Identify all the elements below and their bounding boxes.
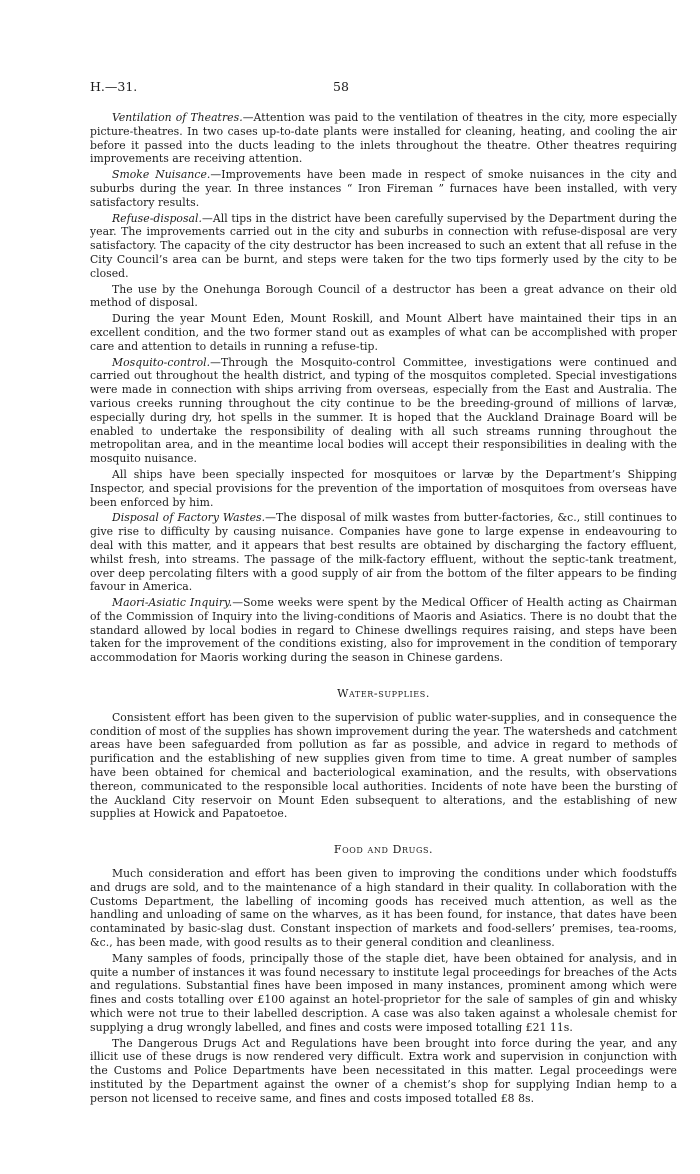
paragraph-text: During the year Mount Eden, Mount Roskill, and Mount Albert have maintained their tips in an excellent condition, and the two former stand out as examples of what can be accomplished with proper care and attention to details in running a refuse-tip. <box>90 312 677 353</box>
paragraph-maori-asiatic-inquiry <box>90 596 677 665</box>
paragraph-lead: Smoke Nuisance. <box>112 168 211 182</box>
document-reference: H.—31. <box>90 79 138 94</box>
paragraph-text: Many samples of foods, principally those of the staple diet, have been obtained for analysis, and in quite a number of instances it was found necessary to institute legal proceedings for breaches of the Acts and regulations. Substantial fines have been imposed in many instances, prominent among which were fines and costs totalling over £100 against an hotel-proprietor for the sale of samples of gin and whisky which were not true to their labelled description. A case was also taken against a wholesale chemist for supplying a drug wrongly labelled, and fines and costs were imposed totalling £21 11s. <box>90 951 677 1034</box>
paragraph-lead: Disposal of Factory Wastes. <box>112 511 266 525</box>
paragraph-food-samples <box>90 952 677 1035</box>
paragraph-lead: Mosquito-control. <box>112 355 211 369</box>
paragraph-refuse-tips <box>90 312 677 353</box>
paragraph-text: The use by the Onehunga Borough Council of a destructor has been a great advance on their old method of disposal. <box>90 282 677 310</box>
paragraph-text: Much consideration and effort has been given to improving the conditions under which foodstuffs and drugs are sold, and to the maintenance of a high standard in their quality. In collaboration with the Customs Department, the labelling of incoming goods has received much attention, as well as the handling and unloading of same on the wharves, as it has been found, for instance, that dates have been contaminated by basic-slag dust. Constant inspection of markets and food-sellers’ premises, tea-rooms, &c., has been made, with good results as to their general condition and cleanliness. <box>90 867 677 950</box>
paragraph-text: All ships have been specially inspected for mosquitoes or larvæ by the Department’s Shipping Inspector, and special provisions for the prevention of the importation of mosquitoes from overseas have been enforced by him. <box>90 467 677 509</box>
paragraph-text: —Improvements have been made in respect of smoke nuisances in the city and suburbs during the year. In three instances “ Iron Fireman ” furnaces have been installed, with very satisfactory results. <box>90 168 678 209</box>
paragraph-refuse-disposal <box>90 212 677 281</box>
paragraph-lead: Refuse-disposal. <box>112 211 203 225</box>
paragraph-text: —All tips in the district have been carefully supervised by the Department during the year. The improvements carried out in the city and suburbs in connection with refuse-disposal are very satisfactory. The capacity of the city destructor has been increased to such an extent that all refuse in the City Council’s area can be burnt, and steps were taken for the two tips formerly used by the city to be closed. <box>90 211 677 280</box>
paragraph-lead: Ventilation of Theatres. <box>112 111 243 124</box>
paragraph-text: —The disposal of milk wastes from butter-factories, &c., still continues to give rise to difficulty by causing nuisance. Companies have gone to large expense in endeavouring to deal with this matter, and it appears that best results are obtained by discharging the factory effluent, whilst fresh, into streams. The passage of the milk-factory effluent, without the septic-tank treatment, over deep percolating filters with a good supply of air from the bottom of the filter appears to be finding favour in America. <box>90 511 677 594</box>
document-body <box>90 111 677 1108</box>
paragraph-text: —Through the Mosquito-control Committee, investigations were continued and carried out throughout the health district, and typing of the mosquitos completed. Special investigations were made in connection with ships arriving from overseas, especially from the East and Australia. The various creeks running throughout the city continue to be the breeding-ground of millions of larvæ, especially during dry, hot spells in the summer. It is hoped that the Auckland Drainage Board will be enabled to undertake the responsibility of dealing with all such streams running throughout the metropolitan area, and in the meantime local bodies will accept their responsibilities in dealing with the mosquito nuisance. <box>90 355 677 466</box>
paragraph-text: —Some weeks were spent by the Medical Officer of Health acting as Chairman of the Commission of Inquiry into the living-conditions of Maoris and Asiatics. There is no doubt that the standard allowed by local bodies in regard to Chinese dwellings requires raising, and steps have been taken for the improvement of the conditions existing, also for improvement in the condition of temporary accommodation for Maoris working during the season in Chinese gardens. <box>90 596 677 665</box>
paragraph-ship-inspection <box>90 468 677 509</box>
paragraph-onehunga-destructor <box>90 283 677 311</box>
section-food-and-drugs <box>90 867 677 1106</box>
paragraph-text: Consistent effort has been given to the supervision of public water-supplies, and in consequence the condition of most of the supplies has shown improvement during the year. The watersheds and catchment areas have been safeguarded from pollution as far as possible, and advice in regard to methods of purification and the establishing of new supplies given from time to time. A great number of samples have been obtained for chemical and bacteriological examination, and the results, with observations thereon, communicated to the responsible local authorities. Incidents of note have been the bursting of the Auckland City reservoir on Mount Eden subsequent to alterations, and the establishing of new supplies at Howick and Papatoetoe. <box>90 710 677 821</box>
paragraph-factory-wastes <box>90 511 677 594</box>
paragraph-smoke-nuisance <box>90 168 677 209</box>
paragraph-dangerous-drugs <box>90 1037 677 1106</box>
page-header <box>90 79 610 95</box>
paragraph-food-conditions <box>90 867 677 950</box>
section-water-supplies <box>90 711 677 821</box>
paragraph-text: The Dangerous Drugs Act and Regulations have been brought into force during the year, and any illicit use of these drugs is now rendered very difficult. Extra work and supervision in conjunction with the Customs and Police Departments have been necessitated in this matter. Legal proceedings were instituted by the Department against the owner of a chemist’s shop for supplying Indian hemp to a person not licensed to receive same, and fines and costs imposed totalled £8 8s. <box>90 1036 677 1105</box>
paragraph-mosquito-control <box>90 356 677 466</box>
general-paragraphs <box>90 111 677 665</box>
section-heading-water-supplies: Water-supplies. <box>337 687 430 701</box>
section-heading-food-and-drugs: Food and Drugs. <box>333 843 434 857</box>
paragraph-text: —Attention was paid to the ventilation of theatres in the city, more especially picture-theatres. In two cases up-to-date plants were installed for cleaning, heating, and cooling the air before it passed into the ducts leading to the inlets throughout the theatre. Other theatres requiring improvements are receiving attention. <box>90 111 678 166</box>
page-number: 58 <box>333 79 349 94</box>
paragraph-lead: Maori-Asiatic Inquiry. <box>112 596 233 610</box>
paragraph-water-supplies <box>90 711 677 821</box>
paragraph-ventilation-of-theatres <box>90 111 677 166</box>
